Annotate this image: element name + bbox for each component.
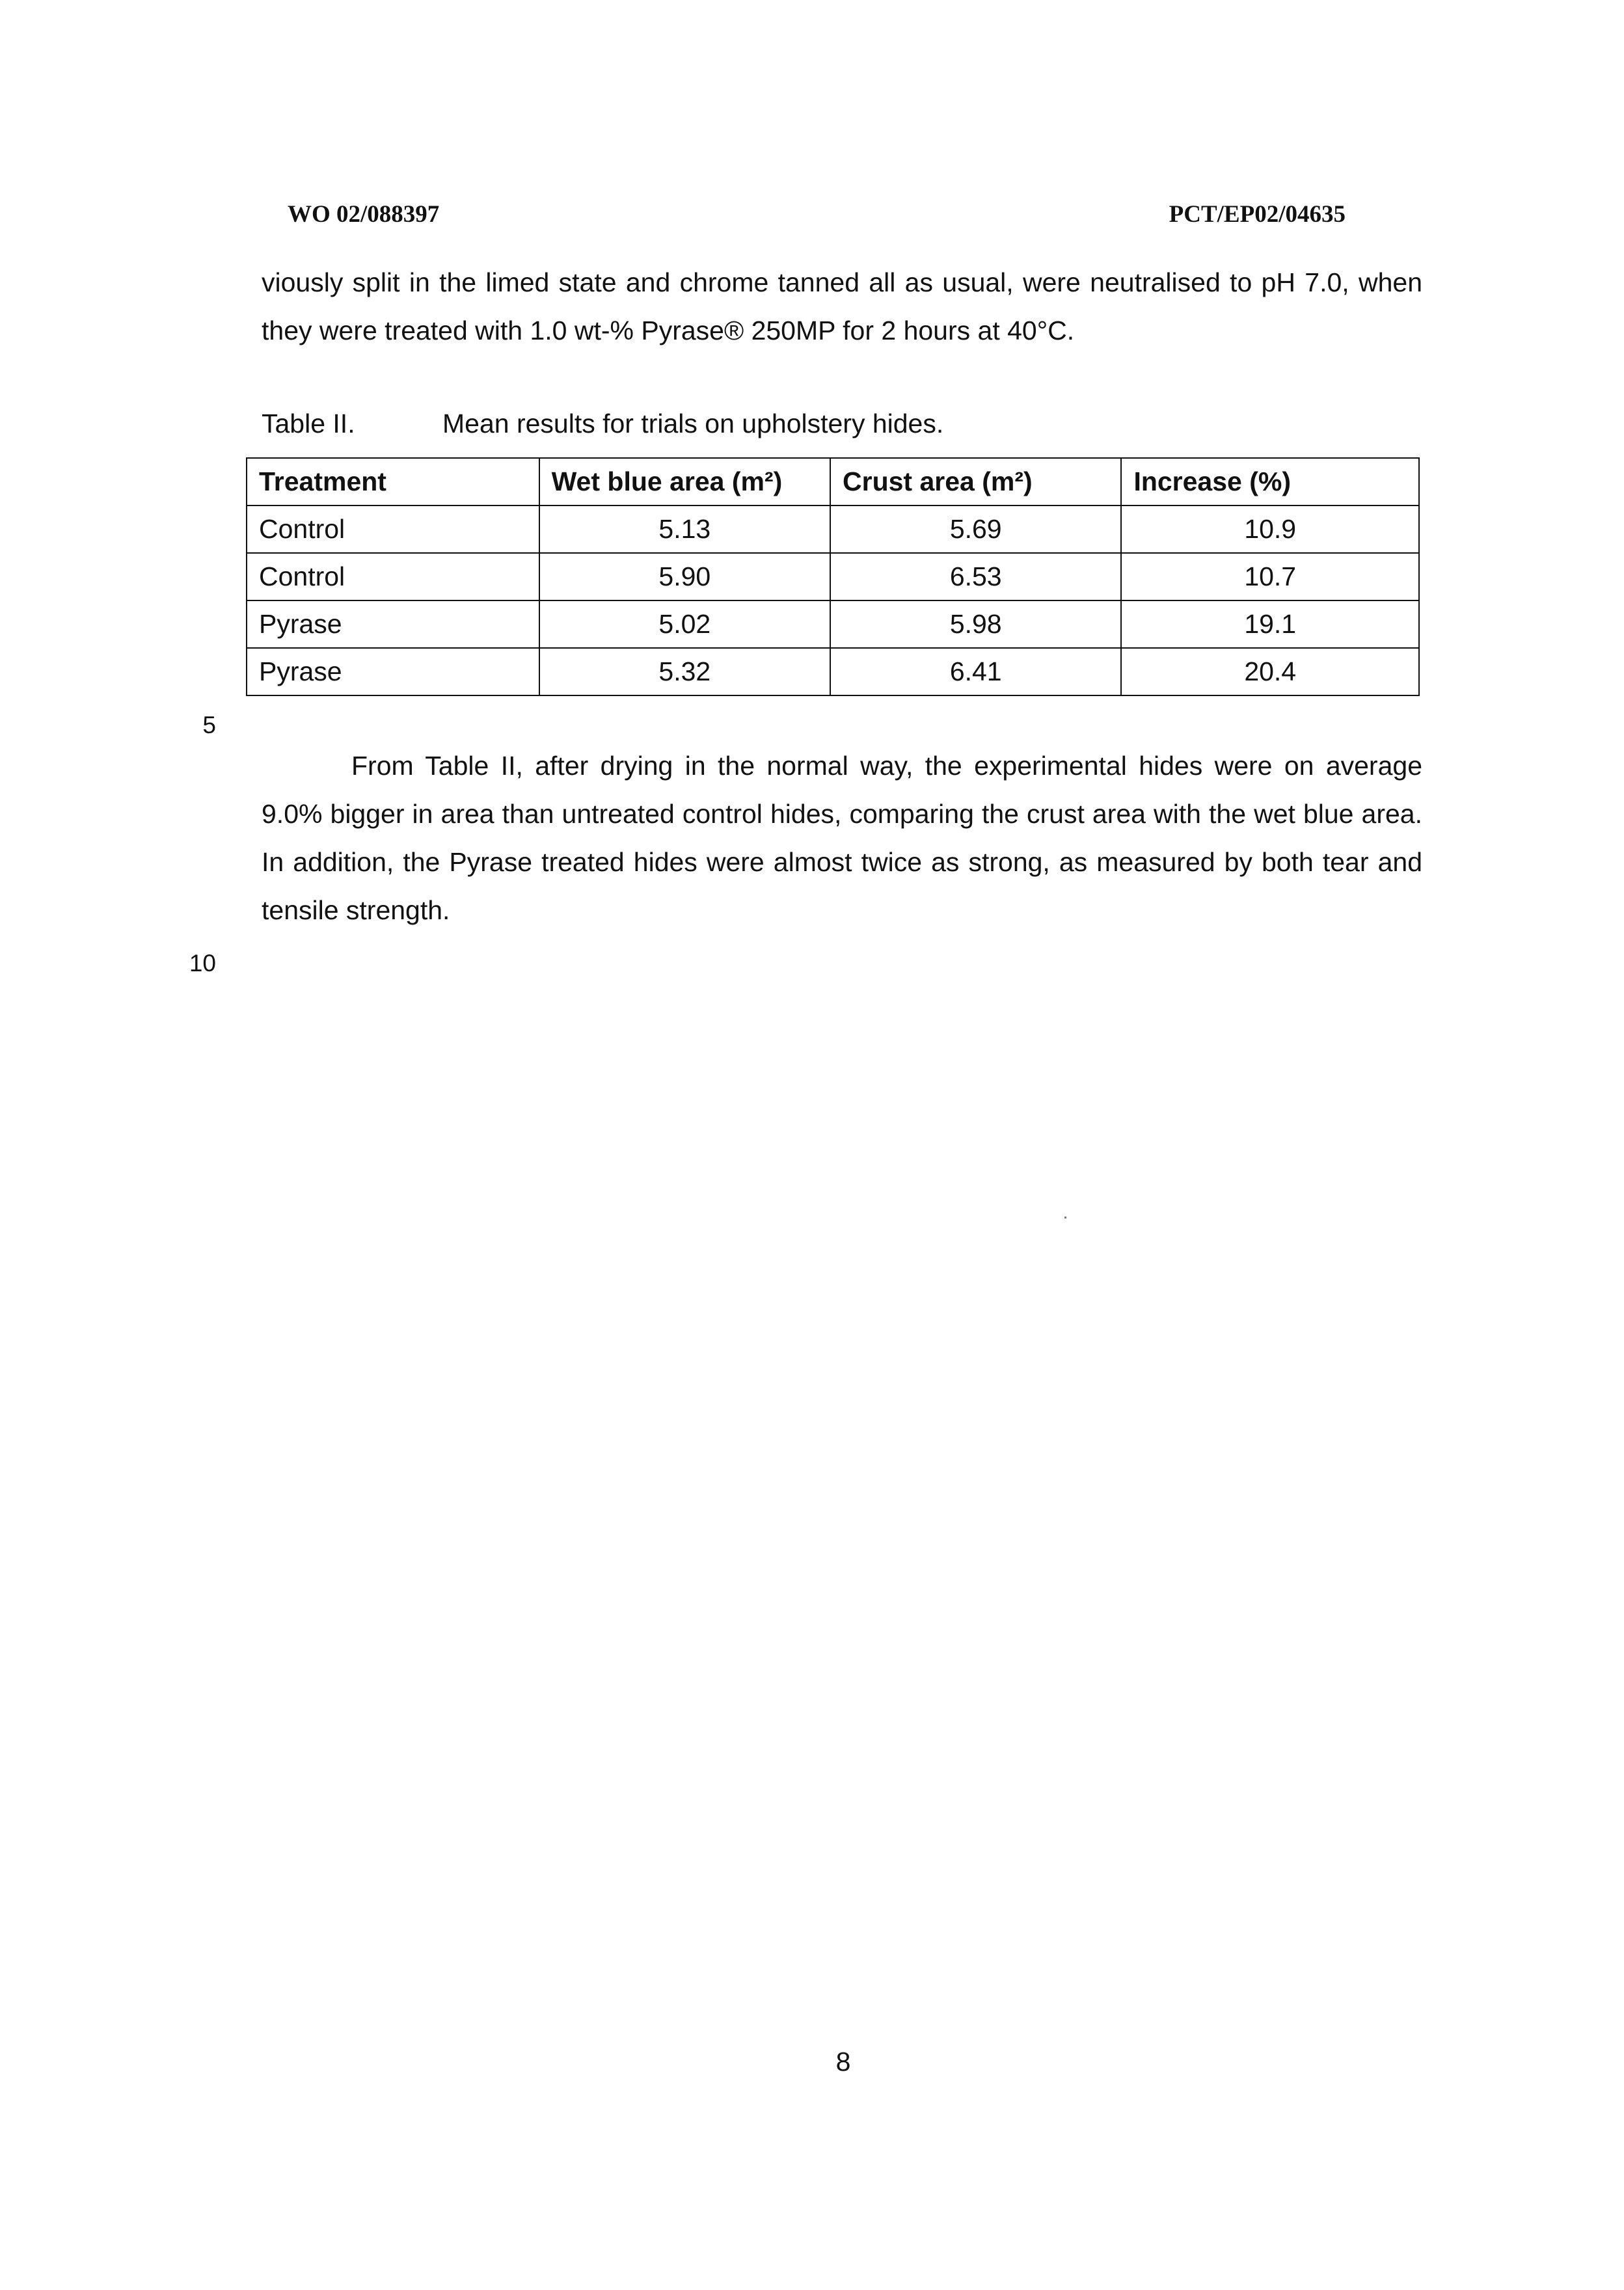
cell-treatment: Pyrase bbox=[247, 600, 539, 648]
table-caption-text: Mean results for trials on upholstery hides. bbox=[442, 409, 944, 438]
cell-increase: 20.4 bbox=[1121, 648, 1419, 695]
column-header-increase: Increase (%) bbox=[1121, 458, 1419, 505]
publication-number: WO 02/088397 bbox=[288, 201, 440, 228]
cell-crust-area: 5.69 bbox=[830, 505, 1121, 553]
table-row bbox=[247, 648, 1419, 695]
table-row bbox=[247, 553, 1419, 600]
cell-treatment: Control bbox=[247, 505, 539, 553]
cell-crust-area: 6.41 bbox=[830, 648, 1121, 695]
cell-treatment: Pyrase bbox=[247, 648, 539, 695]
cell-crust-area: 5.98 bbox=[830, 600, 1121, 648]
cell-wet-blue-area: 5.13 bbox=[539, 505, 830, 553]
cell-wet-blue-area: 5.32 bbox=[539, 648, 830, 695]
line-number-10: 10 bbox=[189, 950, 216, 977]
column-header-wet-blue-area: Wet blue area (m²) bbox=[539, 458, 830, 505]
line-number-5: 5 bbox=[202, 712, 216, 738]
cell-wet-blue-area: 5.02 bbox=[539, 600, 830, 648]
results-table bbox=[246, 457, 1420, 696]
scan-speck bbox=[1064, 1217, 1066, 1219]
cell-wet-blue-area: 5.90 bbox=[539, 553, 830, 600]
cell-increase: 10.9 bbox=[1121, 505, 1419, 553]
column-header-crust-area: Crust area (m²) bbox=[830, 458, 1121, 505]
continued-paragraph: viously split in the limed state and chrome tanned all as usual, were neutralised to pH 7.0, when they were treated with 1.0 wt-% Pyrase® 250MP for 2 hours at 40°C. bbox=[262, 267, 1422, 345]
table-row bbox=[247, 600, 1419, 648]
cell-increase: 10.7 bbox=[1121, 553, 1419, 600]
application-number: PCT/EP02/04635 bbox=[1169, 201, 1346, 228]
cell-crust-area: 6.53 bbox=[830, 553, 1121, 600]
table-row bbox=[247, 505, 1419, 553]
discussion-paragraph: From Table II, after drying in the normal way, the experimental hides were on average 9.0% bigger in area than untreated control hides, comparing the crust area with the wet blue area. In addition, the Pyrase treated hides were almost twice as strong, as measured by both tear and tensile strength. bbox=[262, 751, 1422, 925]
table-header-row bbox=[247, 458, 1419, 505]
cell-increase: 19.1 bbox=[1121, 600, 1419, 648]
table-label: Table II. bbox=[262, 409, 355, 438]
page-number: 8 bbox=[835, 2047, 851, 2077]
column-header-treatment: Treatment bbox=[247, 458, 539, 505]
cell-treatment: Control bbox=[247, 553, 539, 600]
